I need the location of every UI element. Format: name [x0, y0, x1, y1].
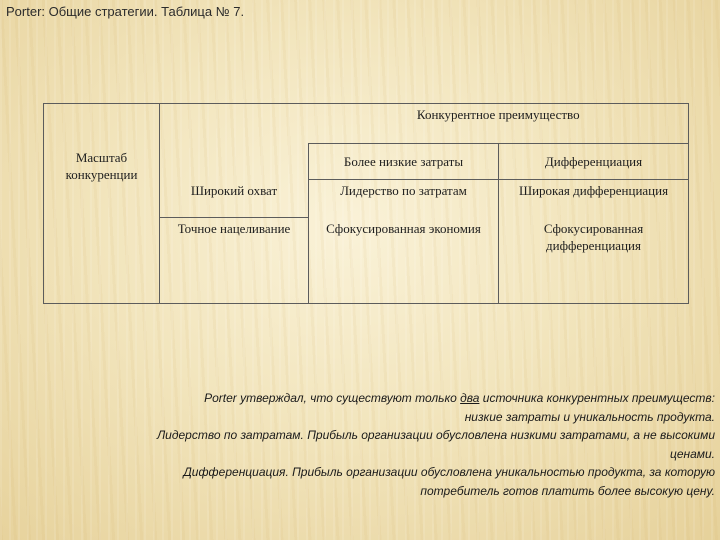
row-label-narrow-targeting: Точное нацеливание [160, 218, 309, 304]
note-line-5: Дифференциация. Прибыль организации обусловлена уникальностью продукта, за которую [183, 465, 715, 479]
slide-title: Porter: Общие стратегии. Таблица № 7. [6, 4, 245, 19]
empty-header-cell [160, 104, 309, 144]
row-label-broad-scope: Широкий охват [160, 180, 309, 218]
corner-cell [44, 104, 160, 144]
competition-scope-label: Масштаб конкуренции [44, 144, 160, 304]
strategies-table [43, 103, 689, 304]
porter-notes [6, 389, 715, 500]
col-header-low-cost: Более низкие затраты [309, 144, 499, 180]
cell-cost-leadership: Лидерство по затратам [309, 180, 499, 218]
note-line-1-end: источника конкурентных преимуществ: [479, 391, 715, 405]
note-line-1-start: Porter утверждал, что существуют только [204, 391, 461, 405]
empty-label-cell [160, 144, 309, 180]
cell-focused-economy: Сфокусированная экономия [309, 218, 499, 304]
note-line-2: низкие затраты и уникальность продукта. [464, 409, 715, 424]
col-header-differentiation: Дифференциация [499, 144, 689, 180]
note-line-3: Лидерство по затратам. Прибыль организации обусловлена низкими затратами, а не высокими [156, 428, 715, 442]
note-line-6: потребитель готов платить более высокую цену. [420, 483, 715, 498]
competitive-advantage-header: Конкурентное преимущество [309, 104, 689, 144]
note-line-4: ценами. [669, 446, 715, 461]
note-emphasis-two: два [460, 391, 480, 405]
cell-broad-differentiation: Широкая дифференциация [499, 180, 689, 218]
note-line-1 [6, 389, 715, 408]
cell-focused-differentiation: Сфокусированная дифференциация [499, 218, 689, 304]
